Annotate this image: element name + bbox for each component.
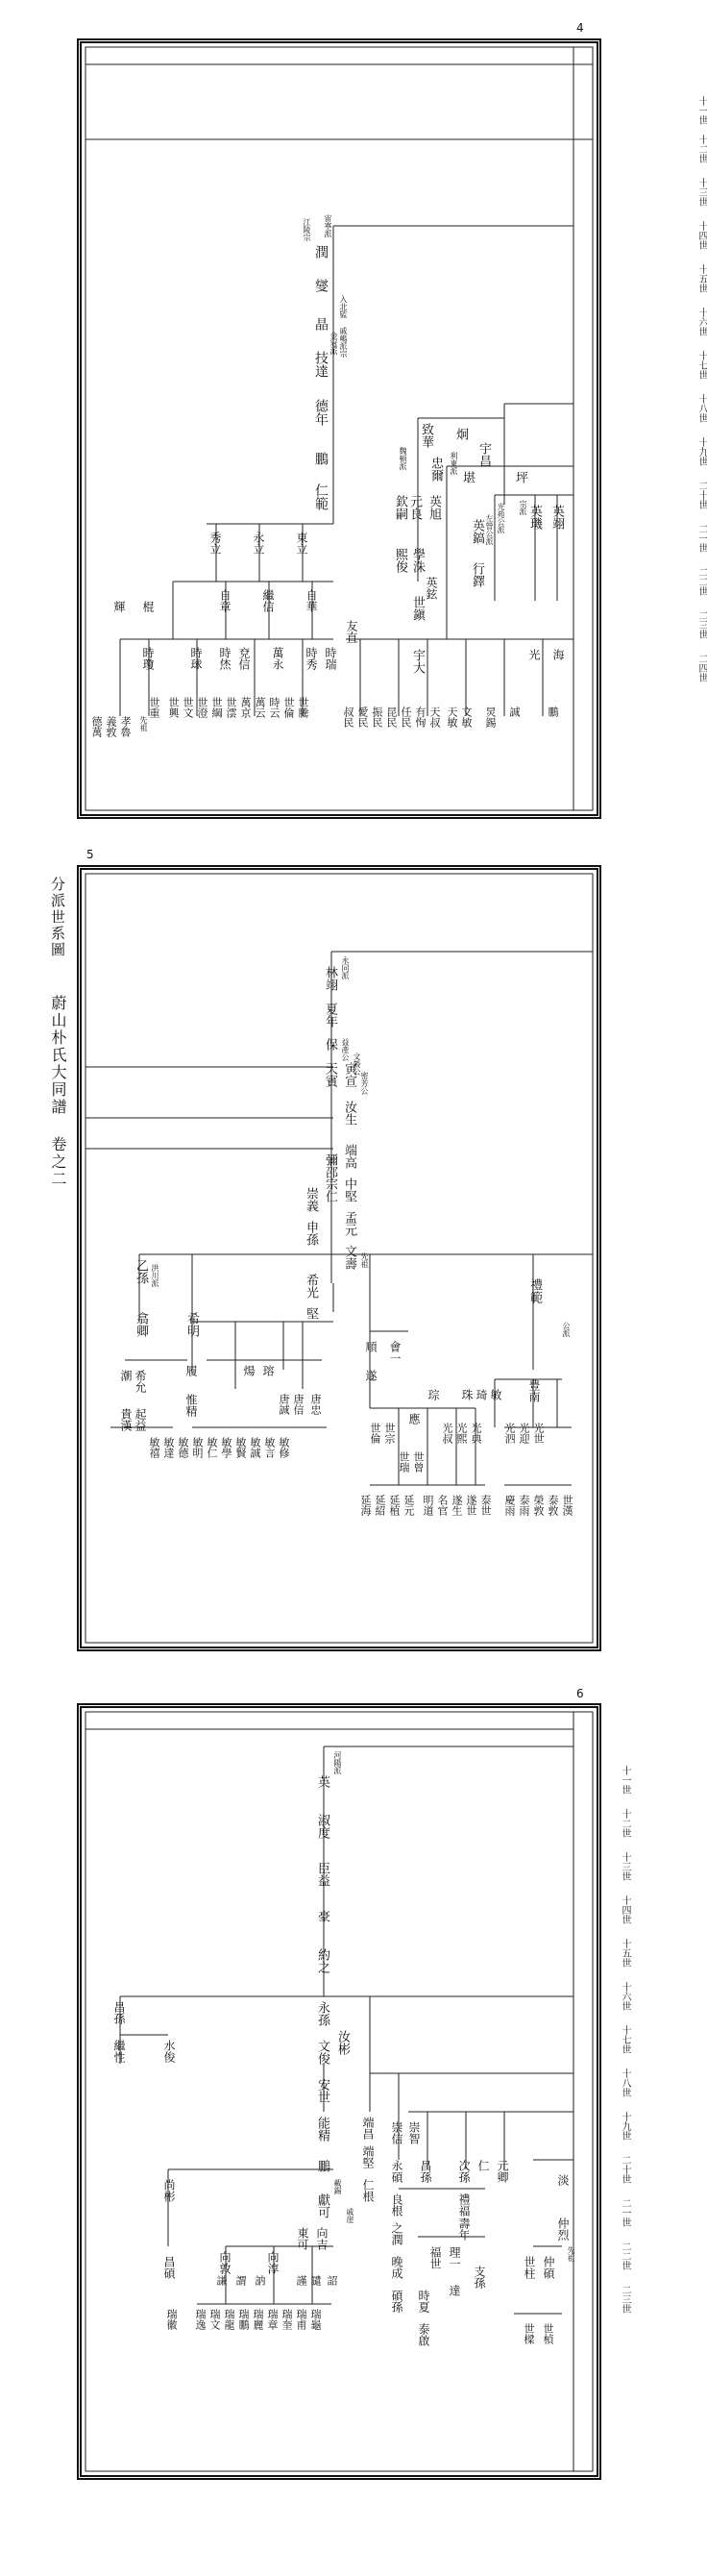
person-name: 昌碩 [162, 2256, 176, 2279]
person-name: 永立 [252, 532, 265, 555]
person-name: 仁 [476, 2160, 490, 2171]
person-name: 時烋 [218, 647, 232, 670]
person-name: 敏賢 [234, 1437, 247, 1458]
person-name: 技達 [313, 351, 329, 378]
person-name: 世鎭 [410, 596, 425, 621]
generation-11: 十一世 [620, 1766, 630, 1795]
person-name: 敏修 [278, 1437, 290, 1458]
person-name: 宇昌 [476, 442, 491, 467]
person-name: 光 [527, 649, 541, 660]
person-name: 瑞麗 [252, 2309, 264, 2330]
person-name: 鵬 [313, 452, 329, 465]
generation-22: 二二世 [620, 2242, 630, 2270]
generation-20: 二十世 [696, 481, 707, 509]
person-name: 晶 [313, 317, 329, 331]
person-name: 彌邵 [323, 1153, 337, 1178]
person-name: 宇大 [410, 649, 425, 674]
person-name: 時瓊 [141, 647, 155, 670]
person-name: 惟精 [184, 1394, 198, 1417]
annotation: 戚嶋派宗 [339, 327, 348, 358]
person-name: 兗信 [237, 647, 251, 670]
person-name: 會一 [388, 1341, 402, 1364]
person-name: 壽年 [457, 2217, 471, 2241]
person-name: 仲烈 [556, 2217, 570, 2241]
person-name: 時云 [268, 697, 280, 718]
genealogy-page-6 [77, 1703, 630, 2480]
person-name: 約之 [315, 1948, 329, 1973]
generation-14: 十四世 [696, 221, 707, 250]
person-name: 敏達 [162, 1437, 175, 1458]
person-name: 遂世 [465, 1495, 477, 1516]
generation-21: 二一世 [696, 524, 707, 553]
generation-14: 十四世 [620, 1895, 630, 1924]
person-name: 世倫 [369, 1423, 381, 1444]
generation-11: 十一世 [696, 96, 707, 125]
person-name: 端高 [342, 1144, 356, 1169]
person-name: 名官 [436, 1495, 449, 1516]
person-name: 英璣 [527, 505, 542, 530]
person-name: 元良 [407, 495, 422, 520]
person-name: 唐信 [292, 1394, 305, 1415]
person-name: 世倫 [282, 697, 295, 718]
person-name: 時球 [189, 647, 203, 670]
person-name: 端堅 [361, 2145, 375, 2168]
annotation: 左營公派 [485, 514, 494, 545]
annotation: 先祖 [139, 716, 148, 731]
person-name: 泰世 [479, 1495, 492, 1516]
person-name: 世宗 [383, 1423, 396, 1444]
person-name: 延植 [388, 1495, 401, 1516]
person-name: 瑢 [261, 1365, 275, 1376]
annotation: 入北監 [339, 295, 348, 318]
person-name: 熙俊 [393, 548, 407, 573]
person-name: 孟元 [342, 1211, 356, 1236]
person-name: 海 [551, 649, 565, 660]
person-name: 世漢 [561, 1495, 573, 1516]
person-name: 瑞徽 [165, 2309, 178, 2330]
page-number-4: 4 [576, 21, 584, 35]
annotation: 魏頓派 [399, 447, 407, 470]
person-name: 瑞龍 [223, 2309, 235, 2330]
person-name: 翕卿 [134, 1312, 148, 1337]
person-name: 英鎬 [470, 519, 484, 544]
generation-13: 十三世 [620, 1852, 630, 1881]
annotation: 宗派 [519, 500, 527, 515]
generation-20: 二十世 [620, 2155, 630, 2184]
person-name: 崇義 [304, 1187, 318, 1212]
person-name: 堅 [304, 1307, 318, 1320]
person-name: 棍 [141, 601, 155, 612]
person-name: 禮範 [527, 1278, 542, 1303]
person-name: 天賓 [323, 1062, 337, 1087]
person-name: 永碩 [390, 2160, 403, 2183]
person-name: 禮福 [457, 2193, 471, 2217]
person-name: 希光 [304, 1274, 318, 1299]
person-name: 世澄 [196, 697, 208, 718]
person-name: 之潤 [390, 2222, 403, 2245]
person-name: 謂 [234, 2275, 247, 2286]
tree-lines-page5 [82, 870, 597, 1647]
person-name: 端昌 [361, 2117, 375, 2140]
person-name: 炅錫 [484, 706, 497, 728]
person-name: 萬永 [271, 647, 284, 670]
annotation: 戚崖 [346, 2208, 354, 2223]
generation-17: 十七世 [696, 351, 707, 380]
person-name: 汝生 [342, 1101, 356, 1126]
person-name: 夏年 [323, 1003, 337, 1028]
person-name: 珠 [460, 1389, 474, 1400]
person-name: 遂生 [451, 1495, 463, 1516]
person-name: 世騰 [297, 697, 309, 718]
person-name: 仲碩 [542, 2256, 555, 2279]
person-name: 尚彬 [162, 2179, 176, 2202]
person-name: 東立 [295, 532, 308, 555]
person-name: 瑞鵬 [237, 2309, 250, 2330]
person-name: 堪 [460, 471, 475, 483]
person-name: 詔 [326, 2275, 338, 2286]
generation-12: 十二世 [696, 135, 707, 163]
genealogy-page-4 [77, 38, 707, 819]
generation-12: 十二世 [620, 1809, 630, 1838]
person-name: 敏言 [263, 1437, 276, 1458]
person-name: 譴 [309, 2275, 322, 2286]
person-name: 愛民 [356, 706, 369, 728]
annotation: 益產公 [341, 1038, 350, 1061]
person-name: 自華 [305, 589, 318, 612]
person-name: 淑度 [315, 1814, 329, 1839]
generation-19: 十九世 [696, 437, 707, 466]
person-name: 東可 [296, 2227, 309, 2250]
person-name: 謙 [215, 2275, 228, 2286]
person-name: 遂 [364, 1370, 378, 1381]
person-name: 煬 [242, 1365, 256, 1376]
person-name: 振民 [371, 706, 383, 728]
person-name: 天叔 [428, 706, 441, 728]
person-name: 豪 [315, 1910, 329, 1922]
person-name: 萬云 [254, 697, 266, 718]
person-name: 昌孫 [419, 2160, 432, 2183]
person-name: 光泗 [503, 1423, 516, 1444]
person-name: 琮 [427, 1389, 440, 1400]
annotation: 金冠派 [329, 332, 338, 355]
person-name: 英 [315, 1775, 329, 1788]
person-name: 世楨 [542, 2323, 554, 2344]
person-name: 良根 [390, 2193, 403, 2217]
generation-24: 二四世 [696, 654, 707, 682]
person-name: 汝彬 [335, 2030, 350, 2055]
person-name: 希明 [184, 1312, 199, 1337]
annotation: 文穀公 [353, 1053, 361, 1076]
person-name: 文壽 [342, 1245, 356, 1270]
person-name: 希允 [134, 1370, 147, 1393]
person-name: 唐忠 [309, 1394, 322, 1415]
person-name: 友直 [345, 620, 358, 643]
person-name: 榮敦 [532, 1495, 545, 1516]
person-name: 起益 [134, 1408, 147, 1431]
page-number-5: 5 [86, 848, 94, 861]
annotation: 光苑公派 [497, 503, 505, 533]
person-name: 潮 [119, 1370, 133, 1381]
annotation: 永同派 [341, 956, 350, 979]
generation-18: 十八世 [696, 394, 707, 423]
person-name: 敏誠 [249, 1437, 261, 1458]
person-name: 訥 [254, 2275, 266, 2286]
person-name: 瑞章 [266, 2309, 279, 2330]
person-name: 文俊 [315, 2040, 329, 2065]
person-name: 瑞奎 [280, 2309, 293, 2330]
person-name: 水俊 [162, 2040, 176, 2063]
generation-13: 十三世 [696, 178, 707, 207]
person-name: 敏 [489, 1389, 502, 1400]
person-name: 寅宣 [342, 1062, 356, 1087]
person-name: 理一 [448, 2246, 461, 2269]
person-name: 鵬 [547, 706, 559, 717]
person-name: 英鉉 [425, 577, 438, 600]
person-name: 泰啟 [417, 2323, 430, 2346]
person-name: 慶雨 [503, 1495, 516, 1516]
person-name: 福世 [428, 2246, 442, 2269]
person-name: 坪 [513, 471, 527, 483]
person-name: 支孫 [473, 2266, 486, 2289]
annotation: 先祖 [567, 2246, 575, 2262]
person-name: 行鐸 [470, 562, 484, 587]
generation-22: 二二世 [696, 567, 707, 596]
person-name: 光迎 [518, 1423, 530, 1444]
generation-17: 十七世 [620, 2025, 630, 2054]
person-name: 英旭 [427, 495, 441, 520]
person-name: 時瑞 [324, 647, 337, 670]
person-name: 延紹 [374, 1495, 386, 1516]
person-name: 次孫 [457, 2160, 471, 2183]
person-name: 世綱 [210, 697, 223, 718]
person-name: 秀立 [208, 532, 222, 555]
tree-lines-page6 [82, 1708, 597, 2475]
person-name: 燮 [313, 279, 329, 292]
person-name: 崇智 [407, 2121, 421, 2144]
person-name: 瑞文 [208, 2309, 221, 2330]
person-name: 崇信 [390, 2121, 403, 2144]
person-name: 向淳 [266, 2251, 280, 2274]
person-name: 世樑 [523, 2323, 535, 2344]
person-name: 向吉 [315, 2227, 329, 2250]
person-name: 貴漢 [119, 1408, 133, 1431]
person-name: 敏禧 [148, 1437, 160, 1458]
person-name: 炯 [453, 428, 468, 440]
person-name: 昌孫 [112, 2001, 126, 2024]
person-name: 中堅 [342, 1177, 356, 1202]
person-name: 履 [184, 1365, 198, 1376]
person-name: 致華 [419, 423, 433, 448]
person-name: 瑞甫 [295, 2309, 307, 2330]
person-name: 欽嗣 [393, 495, 407, 520]
generation-18: 十八世 [620, 2068, 630, 2097]
person-name: 世文 [182, 697, 194, 718]
person-name: 輝 [112, 601, 126, 612]
person-name: 光熙 [455, 1423, 468, 1444]
person-name: 誠 [508, 706, 521, 717]
person-name: 元卿 [496, 2160, 509, 2183]
person-name: 仁根 [361, 2179, 375, 2202]
person-name: 世柱 [523, 2256, 536, 2279]
person-name: 達 [448, 2285, 461, 2296]
page-number-6: 6 [576, 1687, 584, 1700]
person-name: 能精 [315, 2117, 329, 2142]
generation-19: 十九世 [620, 2112, 630, 2141]
person-name: 明道 [422, 1495, 434, 1516]
person-name: 敏德 [177, 1437, 189, 1458]
person-name: 應 [407, 1413, 421, 1424]
person-name: 世興 [167, 697, 180, 718]
person-name: 謹 [295, 2275, 307, 2286]
person-name: 泰敦 [547, 1495, 559, 1516]
person-name: 時夏 [417, 2290, 430, 2313]
person-name: 任民 [400, 706, 412, 728]
person-name: 萬京 [239, 697, 252, 718]
person-name: 叔民 [342, 706, 354, 728]
person-name: 瑞逸 [194, 2309, 207, 2330]
person-name: 琦 [475, 1389, 488, 1400]
annotation: 密芳公 [360, 1072, 369, 1095]
person-name: 晚成 [390, 2256, 403, 2279]
person-name: 敏仁 [206, 1437, 218, 1458]
side-title-book: 蔚山朴氏大同譜 卷之二 [49, 995, 67, 1188]
generation-23: 二三世 [620, 2285, 630, 2314]
annotation: 公派 [562, 1322, 571, 1337]
person-name: 文敏 [460, 706, 473, 728]
person-name: 向敦 [218, 2251, 232, 2274]
person-name: 光叔 [441, 1423, 453, 1444]
person-name: 順 [364, 1341, 378, 1352]
person-name: 鵬 [315, 2160, 329, 2172]
annotation: 江陵宗 [303, 218, 311, 241]
person-name: 學洙 [410, 548, 425, 573]
generation-16: 十六世 [620, 1982, 630, 2011]
person-name: 繼性 [112, 2040, 126, 2063]
person-name: 天敏 [446, 706, 458, 728]
generation-15: 十五世 [696, 264, 707, 293]
generation-15: 十五世 [620, 1939, 630, 1968]
person-name: 世重 [148, 697, 160, 718]
person-name: 世曾 [412, 1451, 425, 1473]
person-name: 唐誠 [278, 1394, 290, 1415]
person-name: 昆民 [385, 706, 398, 728]
generation-16: 十六世 [696, 308, 707, 336]
person-name: 瑞龜 [309, 2309, 322, 2330]
person-name: 保 [323, 1038, 337, 1051]
person-name: 世澐 [225, 697, 237, 718]
person-name: 忠爾 [428, 457, 443, 482]
person-name: 德萬 [90, 716, 103, 737]
person-name: 潤 [313, 245, 329, 259]
person-name: 義敦 [105, 716, 117, 737]
person-name: 泰雨 [518, 1495, 530, 1516]
genealogy-page-5 [77, 865, 601, 1651]
person-name: 德年 [313, 399, 329, 426]
person-name: 孝魯 [119, 716, 132, 737]
generation-23: 二三世 [696, 610, 707, 639]
person-name: 敏學 [220, 1437, 232, 1458]
person-name: 永孫 [315, 2001, 329, 2026]
annotation: 宙寧派 [324, 214, 332, 237]
person-name: 延海 [359, 1495, 372, 1516]
annotation: 利東派 [450, 452, 458, 475]
person-name: 延元 [402, 1495, 415, 1516]
person-name: 獻可 [315, 2193, 329, 2218]
person-name: 時秀 [305, 647, 318, 670]
person-name: 繼信 [261, 589, 275, 612]
person-name: 宗仁 [323, 1177, 337, 1202]
person-name: 光世 [532, 1423, 545, 1444]
person-name: 申孫 [304, 1221, 318, 1246]
person-name: 世瑞 [398, 1451, 410, 1473]
annotation: 載錫 [333, 2179, 342, 2194]
person-name: 仁範 [313, 483, 329, 510]
person-name: 乙孫 [134, 1259, 148, 1284]
person-name: 有恂 [414, 706, 427, 728]
person-name: 光典 [470, 1423, 482, 1444]
person-name: 英翊 [549, 505, 564, 530]
person-name: 林翊 [323, 966, 337, 991]
annotation: 先祖 [360, 1252, 369, 1268]
person-name: 安世 [315, 2078, 329, 2103]
person-name: 碩孫 [390, 2290, 403, 2313]
generation-21: 二一世 [620, 2198, 630, 2227]
person-name: 自章 [218, 589, 232, 612]
annotation: 河陽派 [333, 1751, 342, 1774]
person-name: 淡 [556, 2174, 570, 2186]
annotation: 洪川派 [151, 1264, 159, 1287]
person-name: 臣益 [315, 1862, 329, 1887]
side-title-section: 分派世系圖 [49, 877, 66, 958]
person-name: 豊南 [527, 1379, 541, 1402]
person-name: 敏明 [191, 1437, 204, 1458]
